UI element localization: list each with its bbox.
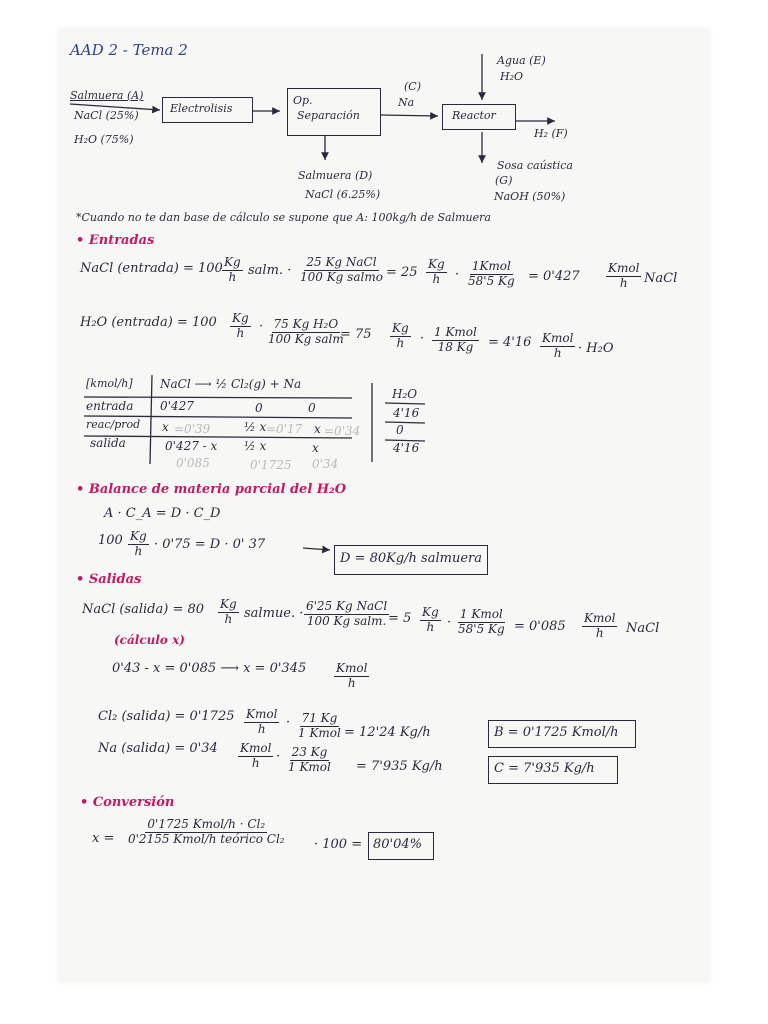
page-title: AAD 2 - Tema 2 xyxy=(70,41,188,59)
base-note: *Cuando no te dan base de cálculo se supone que A: 100kg/h de Salmuera xyxy=(76,211,491,224)
nacl-out-dot: · xyxy=(447,615,452,630)
entradas-heading: • Entradas xyxy=(76,233,155,248)
h2o-in-dot2: · xyxy=(420,331,425,346)
balance-eq2-frac: $\frac{Kg}{h}$ xyxy=(130,529,147,558)
nacl-out-end: NaCl xyxy=(626,621,660,636)
nacl-out-frac5: Kmol h xyxy=(584,611,616,640)
inlet-a-label: Salmuera (A) xyxy=(70,89,144,102)
na-out-result: = 7'935 Kg/h xyxy=(356,759,443,774)
h2o-in-lhs: H₂O (entrada) = 100 xyxy=(80,315,217,330)
nacl-in-frac5: Kmol h xyxy=(608,261,640,290)
salidas-heading: • Salidas xyxy=(76,572,142,587)
calc-x-label: (cálculo x) xyxy=(114,633,185,647)
nacl-in-lhs: NaCl (entrada) = 100 xyxy=(80,261,223,276)
reactor-label: Reactor xyxy=(452,109,496,122)
brine-out-label: Salmuera (D) xyxy=(298,169,373,182)
water-in-species: H₂O xyxy=(500,70,524,83)
h2o-in-frac5: Kmol h xyxy=(542,331,574,360)
soda-out-tag: (G) xyxy=(495,174,513,187)
table-reaction: NaCl ⟶ ½ Cl₂(g) + Na xyxy=(160,377,302,391)
nacl-in-frac2: 25 Kg NaCl 100 Kg salmo xyxy=(300,255,383,284)
row-reac-nacl: x xyxy=(162,420,169,434)
stream-c-species: Na xyxy=(398,96,415,109)
nacl-in-mid1: salm. · xyxy=(248,263,292,278)
x-frac: Kmol h xyxy=(336,661,368,690)
row-salida-h2o: 4'16 xyxy=(393,441,420,455)
cl2-out-frac2: 71 Kg 1 Kmol xyxy=(298,711,341,740)
row-entrada-h2o: 4'16 xyxy=(393,406,420,420)
h2o-in-frac3: $\frac{Kg}{h}$ xyxy=(392,321,409,350)
nacl-out-frac3: $\frac{Kg}{h}$ xyxy=(422,605,439,634)
cl2-out-lhs: Cl₂ (salida) = 0'1725 xyxy=(98,709,235,724)
row-out-nacl-faint: 0'085 xyxy=(176,456,210,470)
conversion-frac: 0'1725 Kmol/h · Cl₂ 0'2155 Kmol/h teórico Cl₂ xyxy=(128,817,285,846)
conversion-heading: • Conversión xyxy=(80,795,175,810)
na-out-lhs: Na (salida) = 0'34 xyxy=(98,741,218,756)
separation-label-1: Op. xyxy=(293,94,313,107)
cl2-out-frac1: Kmol h xyxy=(246,707,278,736)
separation-label-2: Separación xyxy=(297,109,360,122)
h2o-in-mid: = 75 xyxy=(340,327,372,342)
h2o-in-end: · H₂O xyxy=(578,341,614,356)
nacl-in-mid3: = 0'427 xyxy=(528,269,580,284)
row-salida-label: salida xyxy=(90,436,126,450)
nacl-in-dot: · xyxy=(455,267,460,282)
x-equation: 0'43 - x = 0'085 ⟶ x = 0'345 xyxy=(112,661,307,676)
na-out-dot: · xyxy=(276,749,281,764)
water-in-label: Agua (E) xyxy=(497,54,546,67)
brine-out-nacl: NaCl (6.25%) xyxy=(305,188,381,201)
electrolysis-label: Electrolisis xyxy=(170,102,233,115)
h2o-in-frac4: 1 Kmol 18 Kg xyxy=(434,325,477,354)
nacl-out-frac2: 6'25 Kg NaCl 100 Kg salm. xyxy=(306,599,388,628)
inlet-a-nacl: NaCl (25%) xyxy=(74,109,139,122)
balance-eq2-pre: 100 xyxy=(98,533,123,548)
nacl-out-mid2: = 5 xyxy=(388,611,412,626)
nacl-out-lhs: NaCl (salida) = 80 xyxy=(82,602,205,617)
row-reac-na: x xyxy=(314,422,321,436)
nacl-in-mid2: = 25 xyxy=(386,265,418,280)
nacl-in-frac1: $\frac{Kg}{h}$ xyxy=(224,255,241,284)
cl2-out-result: = 12'24 Kg/h xyxy=(344,725,431,740)
result-b: B = 0'1725 Kmol/h xyxy=(494,725,619,740)
row-reac-na-faint: =0'34 xyxy=(324,424,361,438)
result-d: D = 80Kg/h salmuera xyxy=(340,551,482,566)
conversion-result: 80'04% xyxy=(373,837,423,852)
nacl-in-frac4: 1Kmol 58'5 Kg xyxy=(468,259,515,288)
table-unit: [kmol/h] xyxy=(86,377,133,390)
row-reac-label: reac/prod xyxy=(86,418,141,431)
row-entrada-na: 0 xyxy=(308,401,316,415)
row-entrada-label: entrada xyxy=(86,399,134,413)
nacl-out-frac4: 1 Kmol 58'5 Kg xyxy=(458,607,505,636)
nacl-out-frac1: $\frac{Kg}{h}$ xyxy=(220,597,237,626)
row-reac-h2o: 0 xyxy=(396,423,404,437)
na-out-frac1: Kmol h xyxy=(240,741,272,770)
balance-eq1: A · C_A = D · C_D xyxy=(104,506,221,521)
table-h2o-header: H₂O xyxy=(392,387,418,401)
row-entrada-cl2: 0 xyxy=(255,401,263,415)
row-salida-na: x xyxy=(312,441,319,455)
nacl-in-frac3: $\frac{Kg}{h}$ xyxy=(428,257,445,286)
h2o-in-frac2: 75 Kg H₂O 100 Kg salm xyxy=(268,317,344,346)
row-reac-cl2: ½ x xyxy=(244,420,267,434)
row-entrada-nacl: 0'427 xyxy=(160,399,194,413)
soda-out-naoh: NaOH (50%) xyxy=(494,190,566,203)
row-salida-nacl: 0'427 - x xyxy=(165,439,218,453)
nacl-in-end: NaCl xyxy=(644,271,678,286)
soda-out-label: Sosa caústica xyxy=(497,159,573,172)
row-reac-nacl-faint: =0'39 xyxy=(174,422,211,436)
h2o-in-dot1: · xyxy=(259,319,264,334)
result-c: C = 7'935 Kg/h xyxy=(494,761,595,776)
h2o-in-frac1: $\frac{Kg}{h}$ xyxy=(232,311,249,340)
stream-c-label: (C) xyxy=(404,80,421,93)
balance-heading: • Balance de materia parcial del H₂O xyxy=(76,482,347,497)
conversion-lhs: x = xyxy=(92,831,115,846)
inlet-a-h2o: H₂O (75%) xyxy=(74,133,134,146)
row-out-na-faint: 0'34 xyxy=(312,457,339,471)
row-out-cl2-faint: 0'1725 xyxy=(250,458,292,472)
na-out-frac2: 23 Kg 1 Kmol xyxy=(288,745,331,774)
h2o-in-mid2: = 4'16 xyxy=(488,335,532,350)
h2-out-label: H₂ (F) xyxy=(534,127,568,140)
cl2-out-dot: · xyxy=(286,715,291,730)
balance-eq2-post: · 0'75 = D · 0' 37 xyxy=(154,537,266,552)
row-reac-cl2-faint: =0'17 xyxy=(266,422,303,436)
nacl-out-mid1: salmue. · xyxy=(244,606,304,621)
conversion-mid: · 100 = xyxy=(314,837,363,852)
row-salida-cl2: ½ x xyxy=(244,439,267,453)
nacl-out-mid3: = 0'085 xyxy=(514,619,566,634)
